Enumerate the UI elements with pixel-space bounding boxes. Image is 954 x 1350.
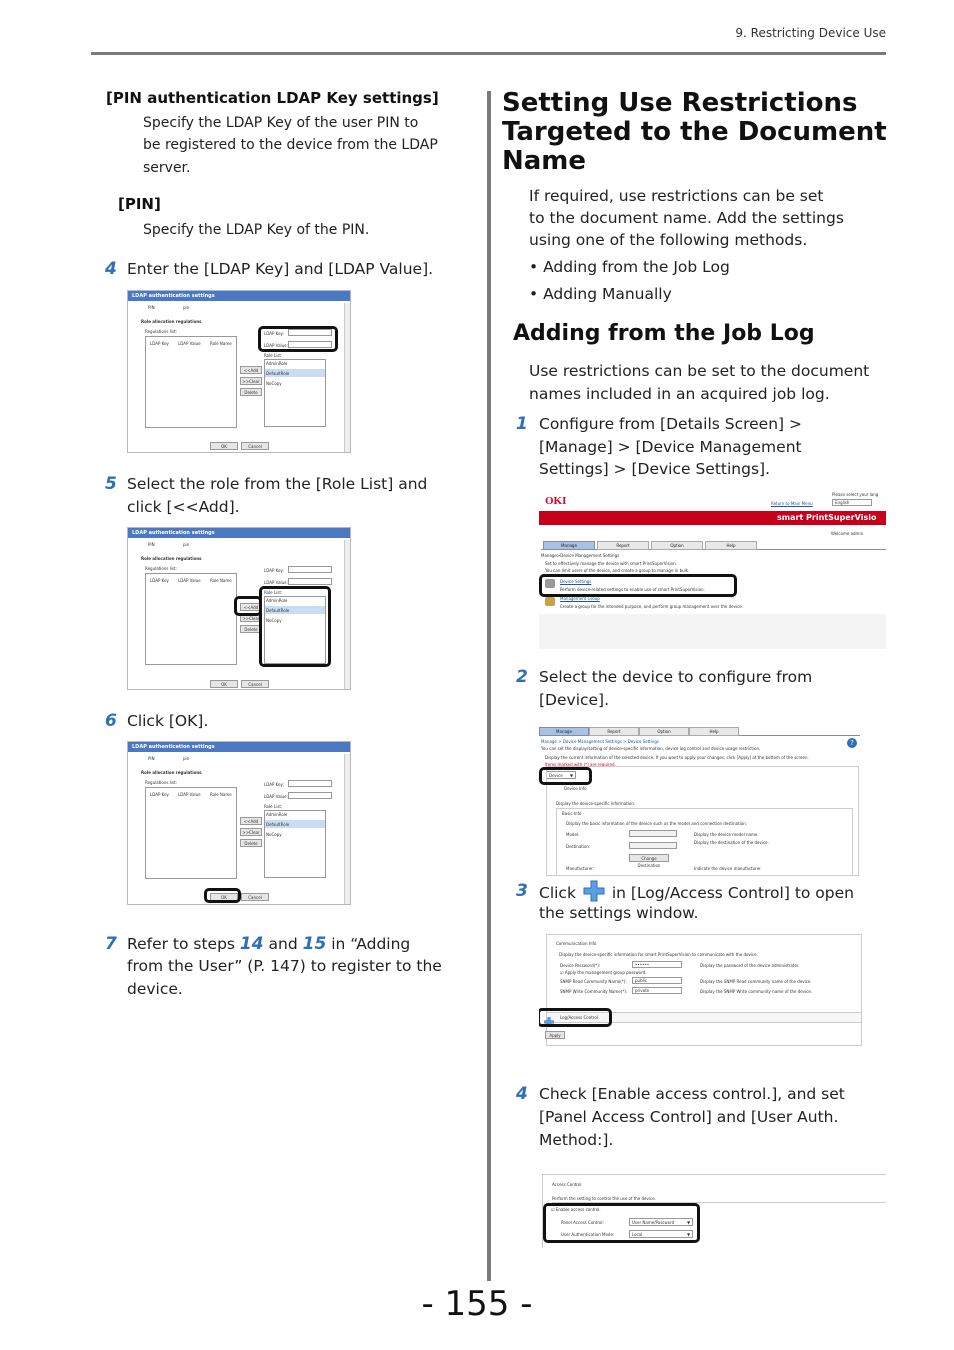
ldap-value-input[interactable] <box>288 578 332 585</box>
product-name: smart PrintSuperVisio <box>777 513 877 522</box>
device-desc-2: Display the current information of the selected device. If you want to apply your changes, click [Apply] at the bottom of the screen. <box>545 755 809 760</box>
step-7-and: and <box>263 935 303 953</box>
bullet-1: • Adding from the Job Log <box>529 258 730 276</box>
display-info: Display the device-specific information. <box>556 801 636 806</box>
reg-list: Regulations list: <box>145 780 177 785</box>
oki-manage-screenshot <box>539 489 886 649</box>
right-step-3-line-2: the settings window. <box>539 904 699 922</box>
breadcrumb: Manage>Device Management Settings <box>541 553 620 558</box>
tab-help[interactable]: Help <box>705 541 757 550</box>
col-role-name: Role Name <box>210 792 232 797</box>
col-ldap-key: LDAP Key <box>150 792 169 797</box>
ldap-key-input[interactable] <box>288 566 332 573</box>
role-item[interactable]: NoCopy <box>266 381 282 386</box>
role-list-label: Role List: <box>264 804 283 809</box>
regulations-list[interactable] <box>145 787 237 879</box>
apply-group-label: Apply the management group password. <box>564 970 647 975</box>
lang-value: English <box>835 500 850 505</box>
screenshot-bottom-area <box>539 614 886 649</box>
right-step-4-line-2: [Panel Access Control] and [User Auth. <box>539 1108 839 1126</box>
step-5-line-2: click [<<Add]. <box>127 498 240 516</box>
highlight-device-settings <box>539 574 737 597</box>
welcome-text: Welcome admin <box>831 531 864 536</box>
highlight-box <box>258 326 338 352</box>
tab-manage[interactable]: Manage <box>543 541 595 550</box>
right-step-1-line-2: [Manage] > [Device Management <box>539 438 802 456</box>
add-button[interactable]: <<Add <box>240 366 262 374</box>
panel-access-label: Panel Access Control: <box>561 1220 604 1225</box>
section-heading: Adding from the Job Log <box>513 321 815 346</box>
snmp-read-desc: Display the SNMP Read community name of the device. <box>700 979 812 984</box>
oki-logo: OKI <box>545 495 567 507</box>
password-value: •••••• <box>635 962 650 967</box>
enable-access-label: Enable access control. <box>555 1207 601 1212</box>
highlight-role-list <box>259 586 331 667</box>
role-item[interactable]: NoCopy <box>266 618 282 623</box>
pin-ldap-desc-2: be registered to the device from the LDAP <box>143 137 438 153</box>
destination-desc: Display the destination of the device. <box>694 840 769 845</box>
clear-button[interactable]: >>Clear <box>240 377 262 385</box>
required-note: Items marked with (*) are required. <box>545 762 616 767</box>
role-alloc: Role allocation regulations <box>141 770 202 775</box>
oki-desc-2: You can limit users of the device, and create a group to manage in bulk. <box>545 568 690 573</box>
ok-button[interactable]: OK <box>210 442 238 450</box>
access-title: Access Control <box>552 1182 582 1187</box>
ldap-value-input[interactable] <box>288 792 332 799</box>
ldap-dialog-screenshot-3 <box>127 741 351 905</box>
management-group-link[interactable]: Management Group <box>560 596 600 601</box>
reg-list: Regulations list: <box>145 329 177 334</box>
comm-title: Communication Info <box>556 941 597 946</box>
ldap-key-label: LDAP Key: <box>264 568 284 573</box>
step-7-line-1 <box>127 933 410 956</box>
right-step-1-number: 1 <box>516 414 528 434</box>
delete-button[interactable]: Delete <box>240 839 262 847</box>
step-7-pre: Refer to steps <box>127 935 240 953</box>
right-step-3-number: 3 <box>516 881 528 901</box>
comm-desc: Display the device-specific information for smart PrintSuperVision to communicate with the device. <box>559 952 758 957</box>
step-7-line-3: device. <box>127 980 183 998</box>
dialog-title: LDAP authentication settings <box>128 528 350 538</box>
apply-button[interactable]: Apply <box>545 1031 565 1039</box>
step-6-text: Click [OK]. <box>127 712 209 730</box>
cancel-button[interactable]: Cancel <box>241 680 269 688</box>
step-5-number: 5 <box>105 474 117 494</box>
ldap-value-label: LDAP Value: <box>264 343 288 348</box>
page-number: - 155 - <box>421 1284 533 1324</box>
dialog-title: LDAP authentication settings <box>128 291 350 301</box>
role-item[interactable]: NoCopy <box>266 832 282 837</box>
enable-access-checkbox[interactable]: ☑ Enable access control. <box>551 1207 601 1212</box>
col-ldap-key: LDAP Key <box>150 341 169 346</box>
pin-value: pin <box>183 542 190 547</box>
ldap-dialog-screenshot-1 <box>127 290 351 453</box>
col-ldap-value: LDAP Value <box>178 341 201 346</box>
management-group-desc: Create a group for the intended purpose, and perform group management over the device. <box>560 604 744 609</box>
chevron-down-icon: ▼ <box>687 1232 691 1237</box>
pin-label: PIN <box>148 542 155 547</box>
tab-report[interactable]: Report <box>597 541 649 550</box>
destination-field <box>629 842 677 849</box>
cancel-button[interactable]: Cancel <box>241 442 269 450</box>
pin-value: pin <box>183 756 190 761</box>
reg-list: Regulations list: <box>145 566 177 571</box>
device-settings-desc: Perform device-related settings to enable use of smart PrintSuperVision. <box>560 587 705 592</box>
highlight-add <box>234 596 262 616</box>
right-step-4-number: 4 <box>516 1084 528 1104</box>
role-alloc: Role allocation regulations <box>141 319 202 324</box>
scrollbar[interactable] <box>344 540 350 690</box>
step-3-pre: Click <box>539 884 576 902</box>
lang-select[interactable] <box>832 499 872 506</box>
add-button[interactable]: <<Add <box>240 817 262 825</box>
right-step-4-line-3: Method:]. <box>539 1131 614 1149</box>
main-title-line-2: Targeted to the Document <box>502 117 887 147</box>
pin-ldap-heading: [PIN authentication LDAP Key settings] <box>106 89 439 107</box>
main-title-line-1: Setting Use Restrictions <box>502 88 858 118</box>
device-settings-link[interactable]: Device Settings <box>560 579 592 584</box>
access-control-screenshot <box>542 1174 886 1248</box>
role-item[interactable]: AdminRole <box>266 361 288 366</box>
delete-button[interactable]: Delete <box>240 625 262 633</box>
password-desc: Display the password of the device administrator. <box>700 963 800 968</box>
basic-info-title: Basic Info <box>562 811 582 816</box>
step-4-text: Enter the [LDAP Key] and [LDAP Value]. <box>127 260 434 278</box>
main-title-line-3: Name <box>502 146 587 176</box>
scrollbar[interactable] <box>344 303 350 453</box>
ldap-dialog-screenshot-2 <box>127 527 351 690</box>
step-7-line-2: from the User” (P. 147) to register to the <box>127 957 442 975</box>
snmp-write-input[interactable] <box>632 987 682 994</box>
model-desc: Display the device model name. <box>694 832 759 837</box>
col-ldap-value: LDAP Value <box>178 792 201 797</box>
step-4-number: 4 <box>105 259 117 279</box>
model-label: Model: <box>566 832 580 837</box>
section-title: 9. Restricting Device Use <box>735 26 886 40</box>
highlight-device-select <box>539 767 592 785</box>
right-step-1-line-3: Settings] > [Device Settings]. <box>539 460 770 478</box>
log-access-label: Log/Access Control <box>560 1015 598 1020</box>
pin-label: PIN <box>148 305 155 310</box>
header-rule <box>91 52 886 55</box>
role-item[interactable]: DefaultRole <box>266 371 290 376</box>
intro-line-3: using one of the following methods. <box>529 231 808 249</box>
col-role-name: Role Name <box>210 578 232 583</box>
regulations-list[interactable] <box>145 573 237 665</box>
highlight-ok <box>204 888 241 903</box>
snmp-read-label: SNMP Read Community Name(*): <box>560 979 627 984</box>
ldap-key-label: LDAP Key: <box>264 782 284 787</box>
col-ldap-value: LDAP Value <box>178 578 201 583</box>
step-7-post: in “Adding <box>326 935 411 953</box>
highlight-access-control <box>543 1203 700 1243</box>
snmp-write-desc: Display the SNMP Write community name of the device. <box>700 989 813 994</box>
add-button[interactable]: <<Add <box>240 603 262 611</box>
auth-mode-value: Local <box>632 1232 643 1237</box>
chevron-down-icon: ▼ <box>687 1220 691 1225</box>
step-6-number: 6 <box>105 711 117 731</box>
device-desc: You can set the display/setting of device-specific information, device log control and device usage restriction. <box>541 746 761 751</box>
tab-help[interactable]: Help <box>689 727 739 736</box>
manufacturer-desc: Indicate the device manufacturer. <box>694 866 762 871</box>
return-main-menu-link[interactable]: Return to Main Menu <box>771 501 813 506</box>
right-step-2-line-1: Select the device to configure from <box>539 668 813 686</box>
step-5-line-1: Select the role from the [Role List] and <box>127 475 428 493</box>
ok-button[interactable]: OK <box>210 680 238 688</box>
basic-desc: Display the basic information of the device such as the model and connection destination. <box>566 821 748 826</box>
snmp-write-label: SNMP Write Community Name(*): <box>560 989 628 994</box>
role-item[interactable]: DefaultRole <box>266 822 290 827</box>
role-item[interactable]: AdminRole <box>266 598 288 603</box>
role-list-label: Role List: <box>264 590 283 595</box>
change-destination-button[interactable]: Change Destination <box>629 854 669 862</box>
device-info-title: Device Info <box>564 786 587 791</box>
role-alloc: Role allocation regulations <box>141 556 202 561</box>
manufacturer-label: Manufacturer: <box>566 866 595 871</box>
apply-group-checkbox[interactable]: ☑ Apply the management group password. <box>560 970 647 975</box>
highlight-log-access <box>539 1008 612 1027</box>
tab-manage[interactable]: Manage <box>539 727 589 736</box>
intro-line-2: to the document name. Add the settings <box>529 209 844 227</box>
help-icon[interactable]: ? <box>847 738 857 748</box>
ldap-value-label: LDAP Value: <box>264 580 288 585</box>
dialog-title: LDAP authentication settings <box>128 742 350 752</box>
password-input[interactable] <box>632 961 682 968</box>
ldap-key-input[interactable] <box>288 780 332 787</box>
delete-button[interactable]: Delete <box>240 388 262 396</box>
column-divider <box>487 91 491 1281</box>
chevron-down-icon: ▼ <box>570 773 574 778</box>
password-label: Device Password(*): <box>560 963 601 968</box>
step-ref-15[interactable]: 15 <box>302 934 327 954</box>
tab-option[interactable]: Option <box>639 727 689 736</box>
pin-label: PIN <box>148 756 155 761</box>
scrollbar[interactable] <box>344 754 350 904</box>
auth-mode-label: User Authentication Mode: <box>561 1232 615 1237</box>
ldap-value-label: LDAP Value: <box>264 794 288 799</box>
step-ref-14[interactable]: 14 <box>239 934 264 954</box>
tab-option[interactable]: Option <box>651 541 703 550</box>
snmp-write-value: private <box>635 988 650 993</box>
destination-label: Destination: <box>566 844 591 849</box>
section-desc-2: names included in an acquired job log. <box>529 385 830 403</box>
role-item[interactable]: DefaultRole <box>266 608 290 613</box>
model-field <box>629 830 677 837</box>
role-item[interactable]: AdminRole <box>266 812 288 817</box>
clear-button[interactable]: >>Clear <box>240 614 262 622</box>
communication-info-screenshot <box>539 932 863 1046</box>
right-step-4-line-1: Check [Enable access control.], and set <box>539 1085 845 1103</box>
section-desc-1: Use restrictions can be set to the document <box>529 362 870 380</box>
breadcrumb: Manage > Device Management Settings > Device Settings <box>541 739 660 744</box>
pin-value: pin <box>183 305 190 310</box>
pin-heading: [PIN] <box>118 195 161 213</box>
col-ldap-key: LDAP Key <box>150 578 169 583</box>
group-icon <box>545 597 555 606</box>
device-select-label: Device <box>549 773 563 778</box>
col-role-name: Role Name <box>210 341 232 346</box>
right-step-1-line-1: Configure from [Details Screen] > <box>539 415 803 433</box>
pin-ldap-desc-1: Specify the LDAP Key of the user PIN to <box>143 115 419 131</box>
ldap-key-label: LDAP Key: <box>264 331 284 336</box>
snmp-read-input[interactable] <box>632 977 682 984</box>
clear-button[interactable]: >>Clear <box>240 828 262 836</box>
access-desc: Perform the setting to control the use of the device. <box>552 1196 656 1201</box>
right-step-2-number: 2 <box>516 667 528 687</box>
bullet-2: • Adding Manually <box>529 285 672 303</box>
step-3-post: in [Log/Access Control] to open <box>611 884 854 902</box>
regulations-list[interactable] <box>145 336 237 428</box>
cancel-button[interactable]: Cancel <box>241 893 269 901</box>
snmp-read-value: public <box>635 978 648 983</box>
tab-report[interactable]: Report <box>589 727 639 736</box>
intro-line-1: If required, use restrictions can be set <box>529 187 824 205</box>
device-settings-screenshot <box>539 724 860 876</box>
pin-desc: Specify the LDAP Key of the PIN. <box>143 222 370 238</box>
role-list-label: Role List: <box>264 353 283 358</box>
oki-desc-1: Set to effectively manage the device with smart PrintSuperVision. <box>545 561 677 566</box>
select-lang: Please select your lang <box>832 492 879 497</box>
step-7-number: 7 <box>105 934 117 954</box>
panel-access-value: User Name/Password <box>632 1220 675 1225</box>
ok-button[interactable]: OK <box>210 893 238 901</box>
pin-ldap-desc-3: server. <box>143 160 191 176</box>
right-step-2-line-2: [Device]. <box>539 691 610 709</box>
